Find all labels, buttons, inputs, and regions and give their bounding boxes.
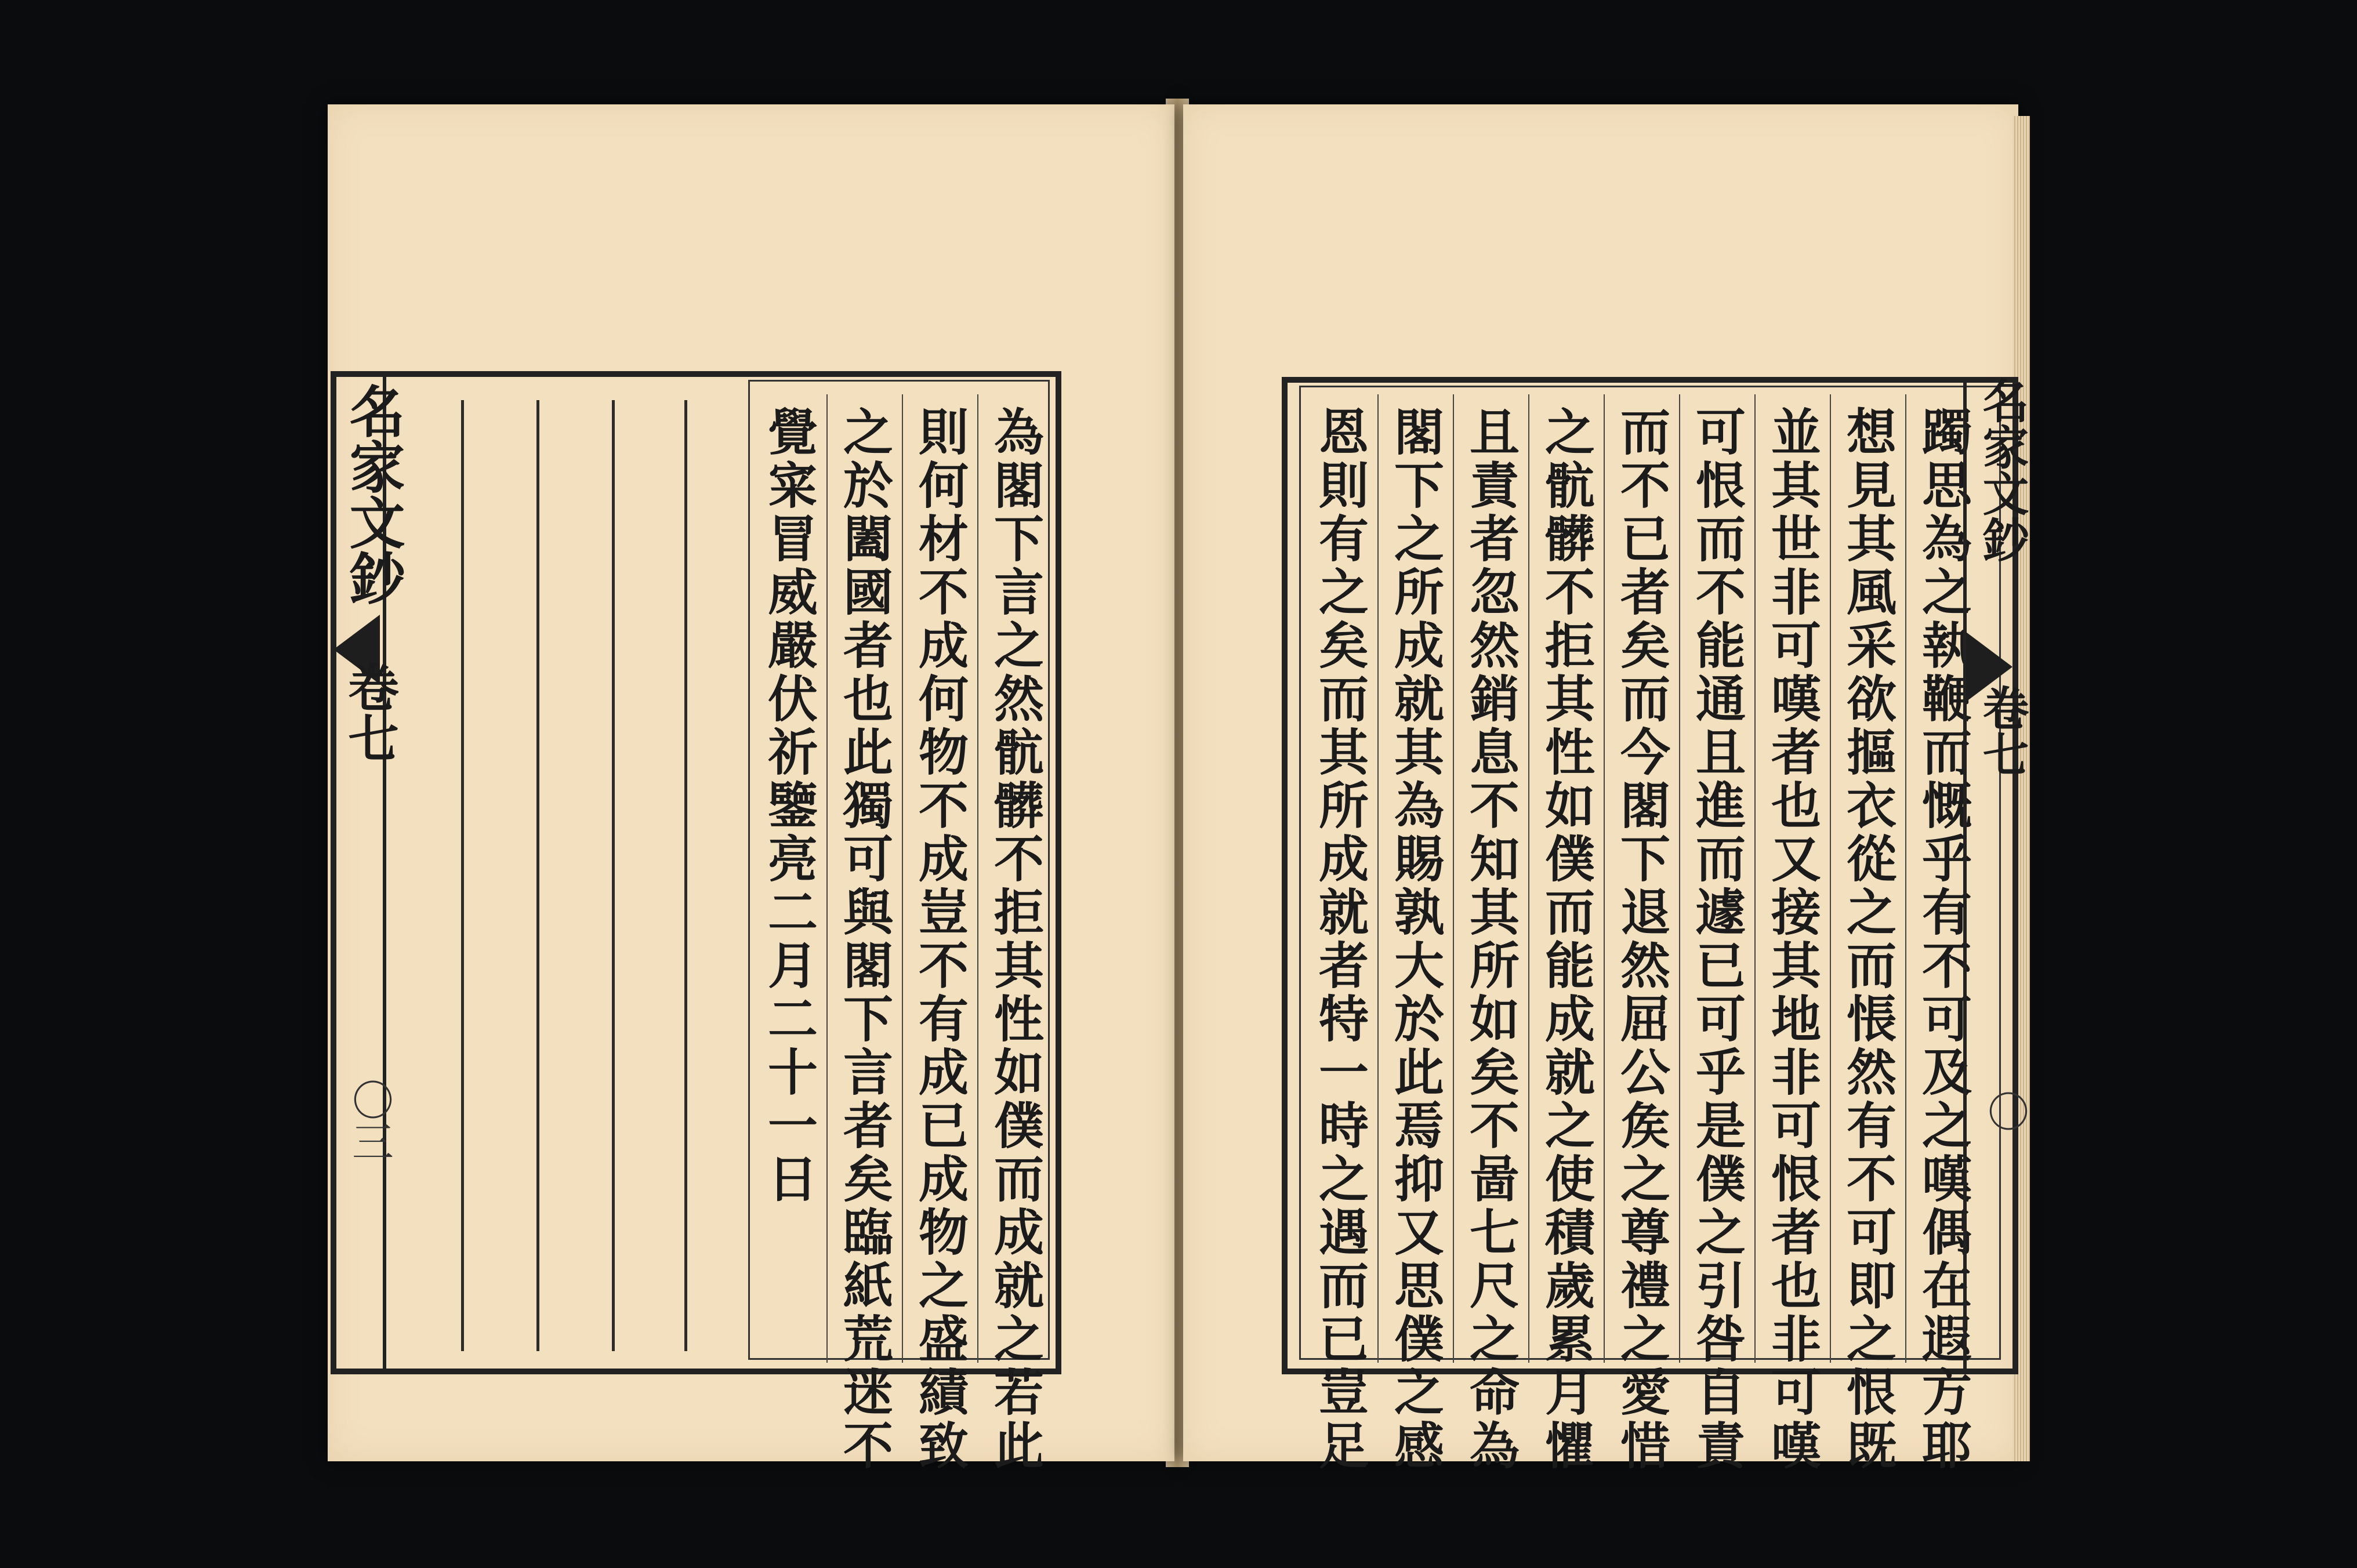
right-gutter-volume: 卷七: [1975, 684, 2029, 777]
column-rule: [1604, 394, 1605, 1363]
column-rule: [977, 394, 978, 1363]
right-page-number: 〇: [1981, 1090, 2029, 1132]
column-rule: [1830, 394, 1831, 1363]
right-text-column-9: 躅思為之執鞭而慨乎有不可及之嘆偶在遐方耶: [1913, 406, 1972, 1473]
column-rule: [1377, 394, 1379, 1363]
column-rule: [1453, 394, 1454, 1363]
blank-column-rule: [536, 400, 539, 1351]
left-page-number: 〇三: [345, 1079, 394, 1162]
left-text-column-1: 覺寀冒威嚴伏祈鑒亮二月二十一日: [759, 406, 818, 1206]
left-gutter-title: 名家文鈔: [340, 383, 406, 605]
right-text-column-3: 且責者忽然銷息不知其所如矣不啚七尺之命為: [1461, 406, 1520, 1473]
right-text-column-4: 之骯髒不拒其性如僕而能成就之使積歲累月懼: [1536, 406, 1595, 1473]
left-gutter-volume: 卷七: [340, 661, 400, 763]
column-rule: [1528, 394, 1529, 1363]
left-text-column-2: 之於闔國者也此獨可與閣下言者矣臨紙荒迷不: [835, 406, 893, 1473]
blank-column-rule: [612, 400, 615, 1351]
column-rule: [1754, 394, 1756, 1363]
blank-column-rule: [684, 400, 687, 1351]
right-text-column-6: 可恨而不能通且進而遽已可乎是僕之引咎自責: [1687, 406, 1746, 1473]
right-text-column-8: 想見其風采欲摳衣從之而悵然有不可即之恨既: [1838, 406, 1897, 1473]
right-gutter-title: 名家文鈔: [1975, 377, 2029, 562]
right-text-column-7: 並其世非可嘆者也又接其地非可恨者也非可嘆: [1763, 406, 1821, 1473]
blank-column-rule: [461, 400, 464, 1351]
right-text-column-5: 而不已者矣而今閣下退然屈公矦之尊禮之愛惜: [1612, 406, 1670, 1473]
right-gutter-rule: [1963, 383, 1967, 1369]
column-rule: [826, 394, 828, 1363]
column-rule: [1905, 394, 1906, 1363]
left-text-column-3: 則何材不成何物不成豈不有成已成物之盛績致: [910, 406, 969, 1473]
right-text-column-1: 恩則有之矣而其所成就者特一時之遇而已豈足: [1310, 406, 1369, 1473]
left-text-column-4: 為閣下言之然骯髒不拒其性如僕而成就之若此: [985, 406, 1044, 1473]
column-rule: [1679, 394, 1680, 1363]
column-rule: [902, 394, 903, 1363]
right-text-column-2: 閣下之所成就其為賜孰大於此焉抑又思僕之感: [1386, 406, 1444, 1473]
